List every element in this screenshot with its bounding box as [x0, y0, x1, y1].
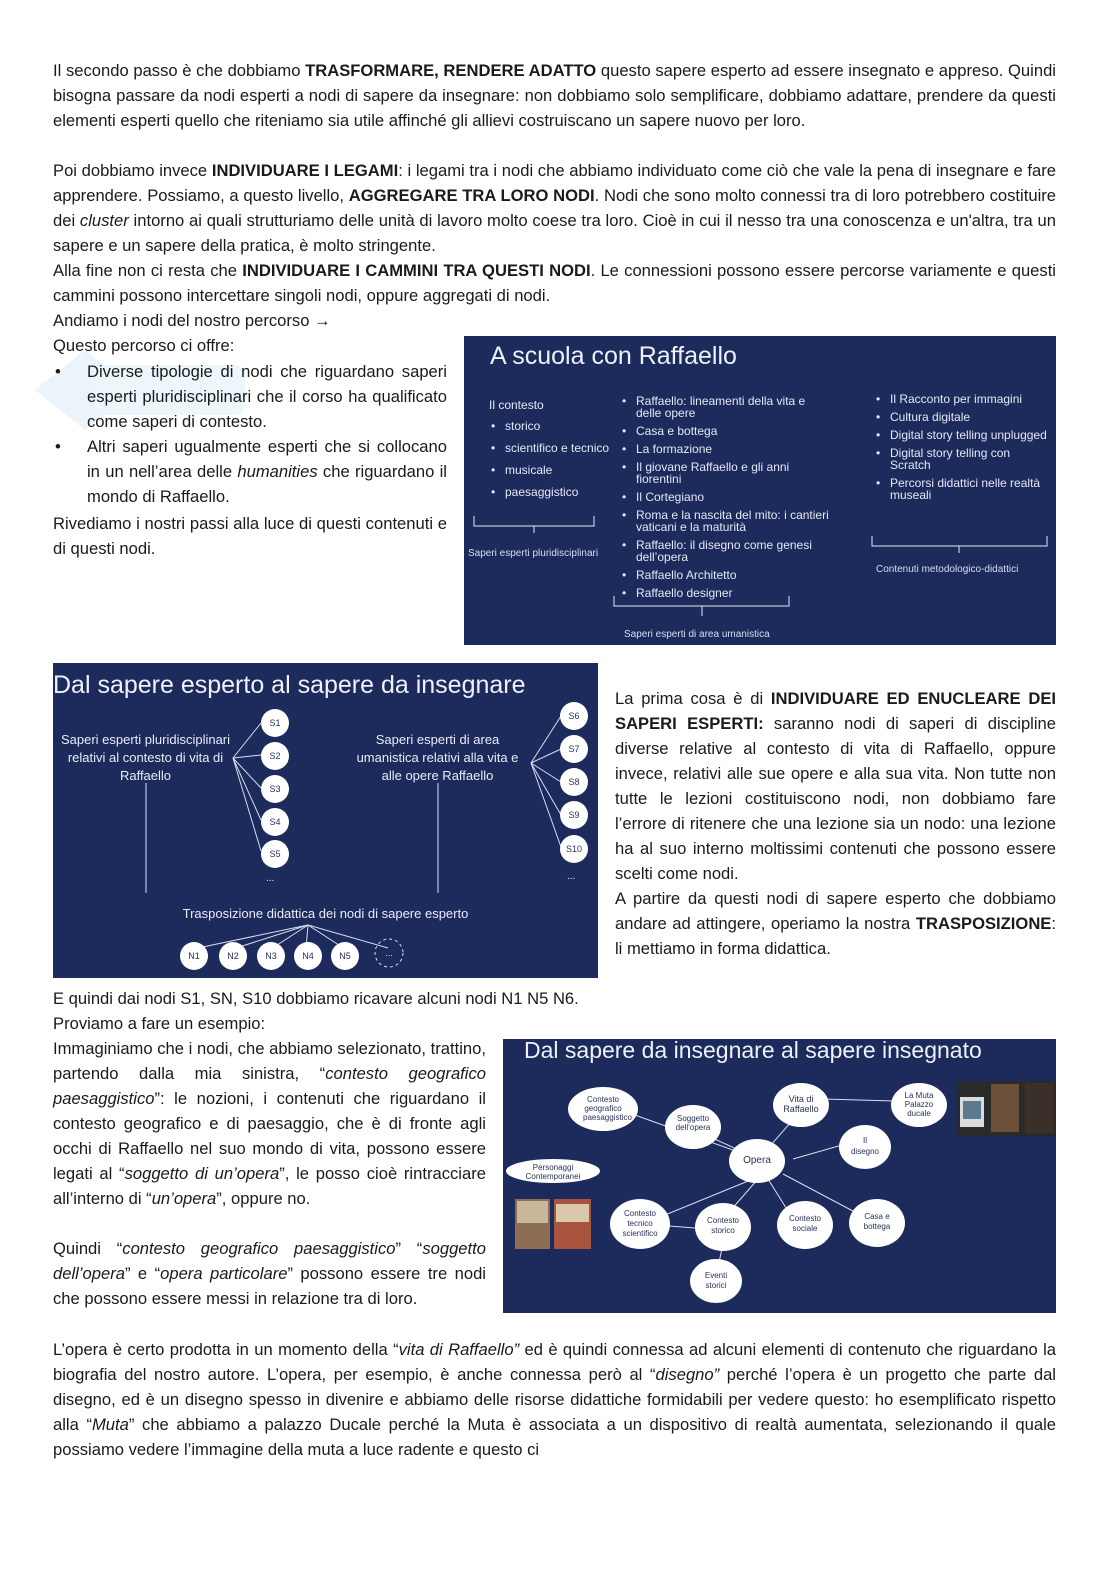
col2-item: • Raffaello Architetto [620, 569, 832, 581]
bullet-item: • Altri saperi ugualmente esperti che si collocano in un nell’area delle humanities che riguardano il mondo di Raffaello. [55, 437, 447, 506]
slide1-braces [464, 336, 1056, 645]
node-n5: N5 [339, 951, 351, 961]
col2-item: • Raffaello: il disegno come genesi dell’opera [620, 539, 832, 563]
line-quindi: E quindi dai nodi S1, SN, S10 dobbiamo ricavare alcuni nodi N1 N5 N6. [53, 989, 579, 1008]
col1-caption: Saperi esperti pluridisciplinari [468, 548, 599, 559]
node-casa: Casa e bottega [863, 1212, 891, 1231]
ellipsis: ... [567, 871, 576, 882]
node-s9: S9 [568, 810, 580, 820]
node-n1: N1 [188, 951, 200, 961]
bottom-label: Trasposizione didattica dei nodi di sapere esperto [182, 906, 469, 921]
col1-item: • storico [489, 419, 614, 434]
slide-dal-sapere-insegnato [503, 1039, 1056, 1313]
node-s3: S3 [269, 784, 281, 794]
col2-item: • Roma e la nascita del mito: i cantieri vaticani e la maturità [620, 509, 832, 533]
paragraph-esempio: Immaginiamo che i nodi, che abbiamo selezionato, trattino, partendo dalla mia sinistra, “contesto geografico paesaggistico”: le nozioni, i contenuti che riguardano il contesto geografico e di paesaggio, che è di fronte agli occhi di Raffaello nel suo mondo di vita, possono essere legati al “soggetto di un’opera”, le posso cioè rintracciare all’interno di “un’opera”, oppure no. [53, 1039, 486, 1208]
node-muta: La Muta Palazzo ducale [904, 1091, 934, 1118]
paragraph-legami: Poi dobbiamo invece INDIVIDUARE I LEGAMI: i legami tra i nodi che abbiamo individuato come ciò che vale la pena di insegnare e fare apprendere. Possiamo, a questo livello, AGGREGARE TRA LORO NODI. Nodi che sono molto connessi tra di loro potrebbero costituire dei cluster intorno ai quali strutturiamo delle unità di lavoro molto coese tra loro. Cioè in cui il nesso tra una conoscenza e un'altra, tra un sapere e un sapere della pratica, è molto stringente. [53, 161, 1057, 255]
node-s8: S8 [568, 777, 580, 787]
node-more: ... [385, 948, 393, 958]
col3-item: • Il Racconto per immagini [874, 393, 1049, 405]
node-s7: S7 [568, 744, 580, 754]
paragraph-trasposizione: A partire da questi nodi di sapere esperto che dobbiamo andare ad attingere, operiamo la nostra TRASPOSIZIONE: li mettiamo in forma didattica. [615, 889, 1056, 958]
col3-item: • Digital story telling unplugged [874, 429, 1049, 441]
node-opera: Opera [743, 1155, 771, 1166]
left-label: Saperi esperti pluridisciplinari relativi al contesto di vita di Raffaello [60, 732, 231, 783]
node-sociale: Contesto sociale [788, 1214, 822, 1233]
node-tecnico: Contesto tecnico scientifico [622, 1209, 658, 1238]
col3-caption: Contenuti metodologico-didattici [876, 564, 1019, 575]
col3-item: • Cultura digitale [874, 411, 1049, 423]
ellipsis: ... [266, 873, 275, 884]
node-n3: N3 [265, 951, 277, 961]
col2-item: • La formazione [620, 443, 832, 455]
node-eventi: Eventi storici [704, 1271, 728, 1290]
node-storico: Contesto storico [706, 1216, 740, 1235]
paragraph-rivediamo: Rivediamo i nostri passi alla luce di questi contenuti e di questi nodi. [53, 514, 447, 558]
slide-a-scuola-con-raffaello [464, 336, 1056, 645]
node-s6: S6 [568, 711, 580, 721]
line-percorso: Questo percorso ci offre: [53, 336, 235, 355]
node-s4: S4 [269, 817, 281, 827]
col2-item: • Il giovane Raffaello e gli anni fiorentini [620, 461, 832, 485]
col1-item: • paesaggistico [489, 485, 614, 500]
slide-title: Dal sapere esperto al sapere da insegnare [53, 671, 526, 699]
node-vita: Vita di Raffaello [783, 1094, 819, 1114]
line-andiamo: Andiamo i nodi del nostro percorso → [53, 311, 331, 330]
paragraph-enucleare: La prima cosa è di INDIVIDUARE ED ENUCLEARE DEI SAPERI ESPERTI: saranno nodi di saperi di discipline diverse relative al contesto di vita di Raffaello, oppure invece, relativi alle sue opere e alla sua vita. Non tutte non tutte le lezioni costituiscono nodi, non dobbiamo fare l’errore di ritenere che una lezione sia un nodo: una lezione ha al suo interno moltissimi contenuti che possono essere scelti come nodi. [615, 689, 1057, 883]
bullet-list [53, 359, 447, 509]
slide-title: A scuola con Raffaello [490, 342, 737, 370]
node-s2: S2 [269, 751, 281, 761]
paragraph-tre-nodi: Quindi “contesto geografico paesaggistico” “soggetto dell’opera” e “opera particolare” possono essere tre nodi che possono essere messi in relazione tra di loro. [53, 1239, 486, 1308]
col2-item: • Casa e bottega [620, 425, 832, 437]
node-disegno: Il disegno [850, 1136, 880, 1156]
col1-heading: Il contesto [489, 398, 544, 412]
line-proviamo: Proviamo a fare un esempio: [53, 1014, 266, 1033]
node-contesto-geografico: Contesto geografico paesaggistico [583, 1095, 632, 1122]
bullet-item: • Diverse tipologie di nodi che riguardano saperi esperti pluridisciplinari che il corso ha qualificato come saperi di contesto. [55, 362, 447, 431]
node-n2: N2 [227, 951, 239, 961]
node-personaggi: Personaggi Contemporanei [525, 1163, 581, 1181]
paragraph-trasformare: Il secondo passo è che dobbiamo TRASFORMARE, RENDERE ADATTO questo sapere esperto ad essere insegnato e appreso. Quindi bisogna passare da nodi esperti a nodi di sapere da insegnare: non dobbiamo solo semplificare, dobbiamo adattare, prendere da questi elementi esperti quello che riteniamo sia utile affinché gli allievi costruiscano un sapere nuovo per loro. [53, 61, 1056, 130]
paragraph-cammini: Alla fine non ci resta che INDIVIDUARE I CAMMINI TRA QUESTI NODI. Le connessioni possono essere percorse variamente e questi cammini possono intercettare singoli nodi, oppure aggregati di nodi. [53, 261, 1056, 305]
col1-item: • musicale [489, 463, 614, 478]
col1-item: • scientifico e tecnico [489, 441, 614, 456]
slide2-diagram [53, 663, 598, 978]
right-label: Saperi esperti di area umanistica relativi alla vita e alle opere Raffaello [356, 732, 519, 783]
col2-item: • Raffaello designer [620, 587, 832, 599]
col3-item: • Percorsi didattici nelle realtà museali [874, 477, 1049, 501]
col2-caption: Saperi esperti di area umanistica [624, 629, 770, 640]
slide-title: Dal sapere da insegnare al sapere insegnato [524, 1039, 982, 1063]
node-s1: S1 [269, 718, 281, 728]
node-s10: S10 [565, 844, 582, 854]
paragraph-finale: L’opera è certo prodotta in un momento della “vita di Raffaello” ed è quindi connessa ad alcuni elementi di contenuto che riguardano la biografia del nostro autore. L’opera, per esempio, è anche connessa però al “disegno” perché l’opera è un progetto che parte dal disegno, ed è un disegno spesso in divenire e abbiamo delle risorse didattiche formidabili per vedere questo: ho esemplificato rispetto alla “Muta” che abbiamo a palazzo Ducale perché la Muta è associata a un dispositivo di realtà aumentata, selezionando il quale possiamo vedere l’immagine della muta a luce radente e questo ci [53, 1340, 1057, 1459]
col2-item: • Il Cortegiano [620, 491, 832, 503]
col3-item: • Digital story telling con Scratch [874, 447, 1049, 471]
node-soggetto: Soggetto dell’opera [675, 1114, 711, 1132]
col2-item: • Raffaello: lineamenti della vita e delle opere [620, 395, 832, 419]
node-s5: S5 [269, 849, 281, 859]
slide-dal-sapere-esperto [53, 663, 598, 978]
node-n4: N4 [302, 951, 314, 961]
